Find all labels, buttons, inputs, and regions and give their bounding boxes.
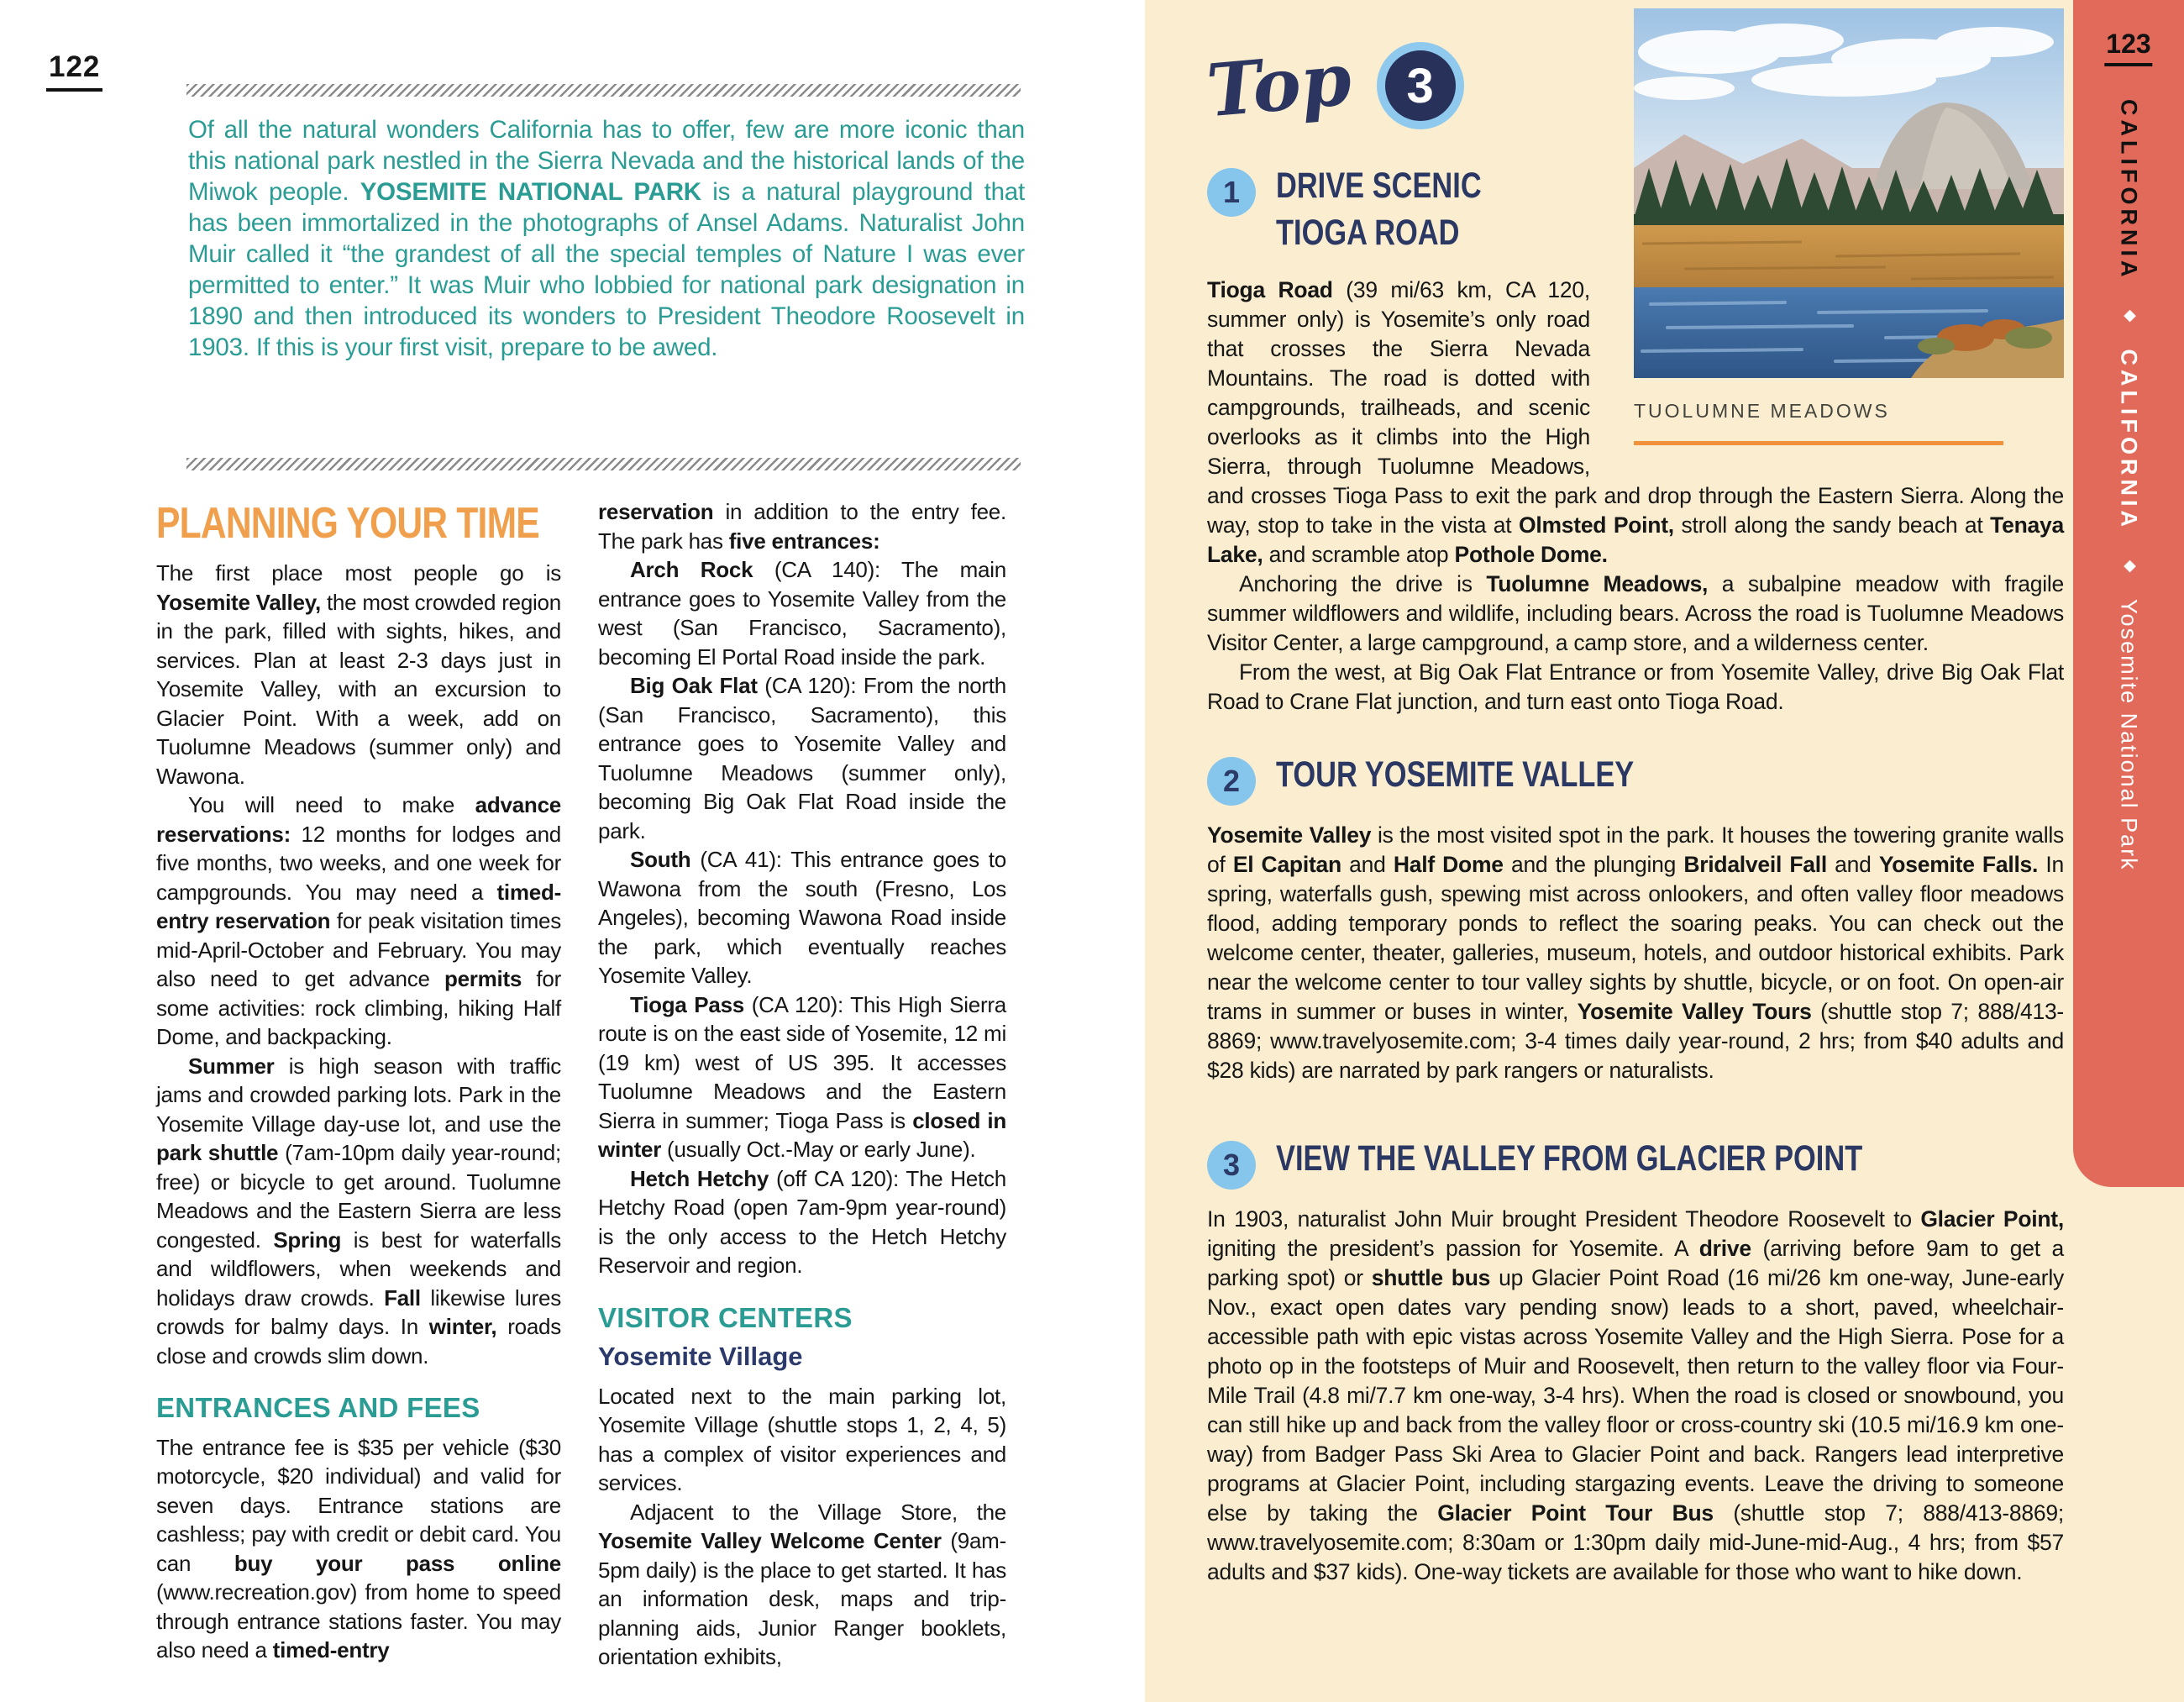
photo-caption: TUOLUMNE MEADOWS bbox=[1634, 400, 1890, 422]
tuolumne-meadows-photo bbox=[1634, 8, 2064, 378]
item-1-header bbox=[1207, 166, 1590, 260]
diamond-icon: ◆ bbox=[2120, 306, 2139, 324]
entrances-and-fees-heading: ENTRANCES AND FEES bbox=[156, 1392, 480, 1423]
hatched-divider-top bbox=[186, 84, 1021, 97]
intro-paragraph: Of all the natural wonders California has to offer, few are more iconic than this national park nestled in the Sierra Nevada and the historical lands of the Miwok people. YOSEMITE NATIONAL PARK is a natural playground that has been immortalized in the photographs of Ansel Adams. Naturalist John Muir called it “the grandest of all the special temples of Nature I was ever permitted to enter.” It was Muir who lobbied for national park designation in 1890 and then introduced its wonders to President Theodore Roosevelt in 1903. If this is your first visit, prepare to be awed. bbox=[188, 116, 1025, 361]
item-1-title: DRIVE SCENIC TIOGA ROAD bbox=[1276, 165, 1482, 253]
visitor-centers-paragraph-1: Located next to the main parking lot, Yosemite Village (shuttle stops 1, 2, 4, 5) has a complex of visitor experiences and services. bbox=[598, 1383, 1006, 1495]
item-3-title: VIEW THE VALLEY FROM GLACIER POINT bbox=[1276, 1138, 1863, 1179]
item-3-paragraph-1: In 1903, naturalist John Muir brought President Theodore Roosevelt to Glacier Point, igniting the president’s passion for Yosemite. A drive (arriving before 9am to get a parking spot) or shuttle bus up Glacier Point Road (16 mi/26 km one-way, June-early Nov., exact open dates vary pending snow) leads to a short, paved, wheelchair-accessible path with epic vistas across Yosemite Valley and the High Sierra. Pose for a photo op in the footsteps of Muir and Roosevelt, then return to the valley floor via Four-Mile Trail (4.8 mi/7.7 km one-way, 3-4 hrs). When the road is closed or snowbound, you can still hike up and back from the valley floor or cross-country ski (10.5 mi/16.9 km one-way) from Badger Pass Ski Area to Glacier Point and back. Rangers lead interpretive programs at Glacier Point, including stargazing events. Leave the driving to someone else by taking the Glacier Point Tour Bus (shuttle stop 7; 888/413-8869; www.travelyosemite.com; 8:30am or 1:30pm daily mid-June-mid-Aug., 4 hrs; from $57 adults and $37 kids). One-way tickets are available for those who want to hike down. bbox=[1207, 1206, 2064, 1584]
item-2-header bbox=[1207, 755, 2064, 806]
planning-paragraph-3: Summer is high season with traffic jams and crowded parking lots. Park in the Yosemite Village day-use lot, and use the park shuttle (7am-10pm daily year-round; free) or bicycle to get around. Tuolumne Meadows and the Eastern Sierra are less congested. Spring is best for waterfalls and wildflowers, when weekends and holidays draw crowds. Fall likewise lures crowds for balmy days. In winter, roads close and crowds slim down. bbox=[156, 1053, 562, 1368]
right-page bbox=[1145, 0, 2184, 1702]
planning-your-time-heading: PLANNING YOUR TIME bbox=[156, 499, 539, 548]
tuolumne-meadows-figure bbox=[1634, 8, 2064, 445]
entrance-tioga-pass: Tioga Pass (CA 120): This High Sierra route is on the east side of Yosemite, 12 mi (19 km) west of US 395. It accesses Tuolumne Meadows and the Eastern Sierra in summer; Tioga Pass is closed in winter (usually Oct.-May or early June). bbox=[598, 991, 1006, 1162]
item-2-title: TOUR YOSEMITE VALLEY bbox=[1276, 754, 1635, 795]
item-1-paragraph-3: From the west, at Big Oak Flat Entrance or from Yosemite Valley, drive Big Oak Flat Road to Crane Flat junction, and turn east onto Tioga Road. bbox=[1207, 659, 2064, 714]
page-number-right: 123 bbox=[2104, 29, 2152, 66]
diamond-icon: ◆ bbox=[2120, 555, 2139, 575]
item-1-number-badge: 1 bbox=[1207, 168, 1256, 217]
entrance-hetch-hetchy: Hetch Hetchy (off CA 120): The Hetch Hetchy Road (open 7am-9pm year-round) is the only access to the Hetch Hetchy Reservoir and region. bbox=[598, 1165, 1006, 1278]
hatched-divider-bottom bbox=[186, 458, 1021, 470]
entrance-big-oak-flat: Big Oak Flat (CA 120): From the north (San Francisco, Sacramento), this entrance goes to Yosemite Valley and Tuolumne Meadows (summer only), becoming Big Oak Flat Road inside the park. bbox=[598, 673, 1006, 843]
entrance-south: South (CA 41): This entrance goes to Wawona from the south (Fresno, Los Angeles), becoming Wawona Road inside the park, which eventually reaches Yosemite Valley. bbox=[598, 847, 1006, 988]
item-3-header bbox=[1207, 1139, 2064, 1190]
planning-paragraph-1: The first place most people go is Yosemite Valley, the most crowded region in the park, filled with sights, hikes, and services. Plan at least 2-3 days just in Yosemite Valley, with an excursion to Glacier Point. With a week, add on Tuolumne Meadows (summer only) and Wawona. bbox=[156, 560, 561, 789]
left-page-column-2 bbox=[598, 497, 1006, 1672]
planning-paragraph-2: You will need to make advance reservations: 12 months for lodges and five months, two weeks, and one week for campgrounds. You may need a timed-entry reservation for peak visitation times mid-April-October and February. You may also need to get advance permits for some activities: rock climbing, hiking Half Dome, and backpacking. bbox=[156, 792, 562, 1049]
yosemite-village-subheading: Yosemite Village bbox=[598, 1342, 803, 1371]
item-3-number-badge: 3 bbox=[1207, 1141, 1256, 1190]
entrance-arch-rock: Arch Rock (CA 140): The main entrance goes to Yosemite Valley from the west (San Francisco, Sacramento), becoming El Portal Road inside the park. bbox=[598, 557, 1006, 670]
sidebar-label-chapter: CALIFORNIA bbox=[2116, 349, 2142, 531]
top-script-logo: Top bbox=[1203, 36, 1355, 134]
visitor-centers-paragraph-2: Adjacent to the Village Store, the Yosemite Valley Welcome Center (9am-5pm daily) is the place to get started. It has an information desk, maps and trip-planning aids, Junior Ranger booklets, orientation exhibits, bbox=[598, 1499, 1006, 1669]
sidebar-vertical-label bbox=[2116, 99, 2142, 871]
caption-rule bbox=[1634, 441, 2003, 445]
page-number-left: 122 bbox=[46, 50, 102, 92]
item-2-paragraph-1: Yosemite Valley is the most visited spot in the park. It houses the towering granite walls of El Capitan and Half Dome and the plunging Bridalveil Fall and Yosemite Falls. In spring, waterfalls gush, spewing mist across onlookers, and often valley floor meadows flood, adding temporary ponds to reflect the soaring peaks. You can check out the welcome center, theater, galleries, museum, hotels, and outdoor historical exhibits. Park near the welcome center to tour valley sights by shuttle, bicycle, or on foot. On open-air trams in summer or buses in winter, Yosemite Valley Tours (shuttle stop 7; 888/413-8869; www.travelyosemite.com; 3-4 times daily year-round, 2 hrs; from $40 adults and $28 kids) are narrated by park rangers or naturalists. bbox=[1207, 822, 2065, 1083]
sidebar-label-section: Yosemite National Park bbox=[2116, 599, 2142, 871]
left-page-column-1 bbox=[156, 499, 562, 1665]
entrances-paragraph-continued: reservation in addition to the entry fee. The park has five entrances: bbox=[598, 499, 1006, 554]
entrances-paragraph: The entrance fee is $35 per vehicle ($30 motorcycle, $20 individual) and valid for seven days. Entrance stations are cashless; pay with credit or debit card. You can buy your pass online (www.recreation.gov) from home to speed through entrance stations faster. You may also need a timed-entry bbox=[156, 1434, 561, 1663]
top-3-header bbox=[1203, 36, 1590, 134]
item-1-paragraph-1: Tioga Road (39 mi/63 km, CA 120, summer only) is Yosemite’s only road that crosses the Sierra Nevada Mountains. The road is dotted with campgrounds, trailheads, and scenic overlooks as it climbs into the High Sierra, through Tuolumne Meadows, and crosses Tioga Pass to exit the park and drop through the Eastern Sierra. Along the way, stop to take in the vista at Olmsted Point, stroll along the sandy beach at Tenaya Lake, and scramble atop Pothole Dome. bbox=[1207, 277, 2064, 567]
visitor-centers-heading: VISITOR CENTERS bbox=[598, 1301, 853, 1333]
sidebar-label-state: CALIFORNIA bbox=[2116, 99, 2142, 281]
item-1-paragraph-2: Anchoring the drive is Tuolumne Meadows, a subalpine meadow with fragile summer wildflowers and wildlife, including bears. Across the road is Tuolumne Meadows Visitor Center, a large campground, a camp store, and a wilderness center. bbox=[1207, 571, 2064, 655]
top-3-number-badge: 3 bbox=[1377, 42, 1464, 129]
sidebar-tab bbox=[2073, 0, 2184, 1187]
item-2-number-badge: 2 bbox=[1207, 757, 1256, 806]
